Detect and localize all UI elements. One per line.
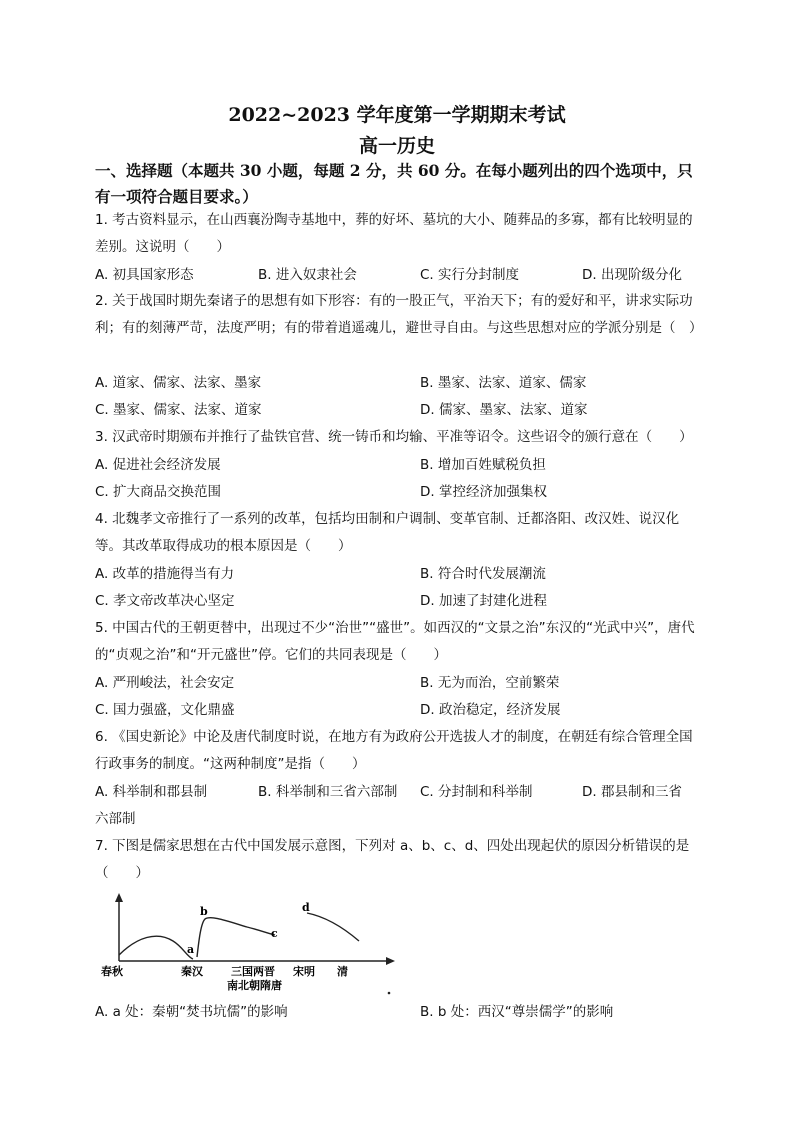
q6-option-c: C. 分封制和科举制 — [420, 784, 533, 800]
x-axis-arrow-icon — [386, 957, 395, 965]
point-label-b: b — [200, 905, 208, 918]
question-5-stem: 5. 中国古代的王朝更替中，出现过不少“治世”“盛世”。如西汉的“文景之治”东汉的“光武中兴”，唐代的“贞观之治”和“开元盛世”停。它们的共同表现是（ ） — [95, 620, 695, 663]
question-7-stem: 7. 下图是儒家思想在古代中国发展示意图，下列对 a、b、c、d、四处出现起伏的原因分析错误的是（ ） — [95, 838, 690, 881]
q1-option-c: C. 实行分封制度 — [420, 267, 520, 283]
q4-option-c: C. 孝文帝改革决心坚定 — [95, 593, 235, 609]
axis-label-qing: 清 — [337, 965, 348, 978]
q3-option-b: B. 增加百姓赋税负担 — [420, 457, 546, 473]
q3-option-c: C. 扩大商品交换范围 — [95, 484, 222, 500]
axis-label-qinhan: 秦汉 — [181, 965, 203, 978]
confucianism-figure — [97, 893, 397, 999]
q7-option-b: B. b 处：西汉“尊崇儒学”的影响 — [420, 1004, 614, 1020]
q5-option-d: D. 政治稳定，经济发展 — [420, 702, 561, 718]
q3-option-a: A. 促进社会经济发展 — [95, 457, 221, 473]
q6-option-b: B. 科举制和三省六部制 — [258, 784, 398, 800]
axis-label-chunqiu: 春秋 — [101, 965, 123, 978]
exam-title: 2022~2023 学年度第一学期期末考试 — [228, 104, 566, 126]
q2-option-a: A. 道家、儒家、法家、墨家 — [95, 375, 262, 391]
q4-option-a: A. 改革的措施得当有力 — [95, 566, 235, 582]
curve-segment-1 — [119, 936, 193, 959]
axis-sublabel-nanbei: 南北朝隋唐 — [227, 979, 282, 992]
q6-option-a: A. 科举制和郡县制 — [95, 784, 208, 800]
q2-option-c: C. 墨家、儒家、法家、道家 — [95, 402, 262, 418]
axis-label-songming: 宋明 — [293, 965, 315, 978]
q2-option-b: B. 墨家、法家、道家、儒家 — [420, 375, 587, 391]
q5-option-c: C. 国力强盛，文化鼎盛 — [95, 702, 235, 718]
question-3-stem: 3. 汉武帝时期颁布并推行了盐铁官营、统一铸币和均输、平准等诏令。这些诏令的颁行意在（ ） — [95, 429, 693, 445]
q6-option-d: D. 郡县制和三省 — [582, 784, 682, 800]
figure-dot — [388, 992, 391, 995]
q4-option-b: B. 符合时代发展潮流 — [420, 566, 546, 582]
q7-option-a: A. a 处：秦朝“焚书坑儒”的影响 — [95, 1004, 288, 1020]
q3-option-d: D. 掌控经济加强集权 — [420, 484, 547, 500]
q5-option-a: A. 严刑峻法，社会安定 — [95, 675, 235, 691]
question-6-stem: 6. 《国史新论》中论及唐代制度时说，在地方有为政府公开选拔人才的制度，在朝廷有综合管理全国行政事务的制度。“这两种制度”是指（ ） — [95, 729, 693, 772]
axis-label-sanguo: 三国两晋 — [231, 965, 275, 978]
section-heading: 一、选择题（本题共 30 小题，每题 2 分，共 60 分。在每小题列出的四个选项中，只有一项符合题目要求。） — [95, 161, 693, 206]
point-label-a: a — [187, 943, 195, 956]
question-4-stem: 4. 北魏孝文帝推行了一系列的改革，包括均田制和户调制、变革官制、迁都洛阳、改汉姓、说汉化等。其改革取得成功的根本原因是（ ） — [95, 511, 680, 554]
curve-segment-2 — [197, 918, 275, 957]
q1-option-a: A. 初具国家形态 — [95, 267, 194, 283]
point-label-c: c — [271, 927, 278, 940]
question-1-stem: 1. 考古资料显示，在山西襄汾陶寺基地中，葬的好坏、墓坑的大小、随葬品的多寡，都有比较明显的差别。这说明（ ） — [95, 212, 693, 255]
q4-option-d: D. 加速了封建化进程 — [420, 593, 547, 609]
question-2-stem: 2. 关于战国时期先秦诸子的思想有如下形容：有的一股正气，平治天下；有的爱好和平，讲求实际功利；有的刻薄严苛，法度严明；有的带着逍遥魂儿，避世寻自由。与这些思想对应的学派分别是（ ） — [95, 293, 703, 336]
q2-option-d: D. 儒家、墨家、法家、道家 — [420, 402, 588, 418]
q1-option-b: B. 进入奴隶社会 — [258, 267, 357, 283]
curve-segment-3 — [307, 913, 359, 941]
point-label-d: d — [302, 901, 310, 914]
y-axis-arrow-icon — [115, 893, 123, 902]
q1-option-d: D. 出现阶级分化 — [582, 267, 682, 283]
exam-subject: 高一历史 — [358, 135, 435, 157]
q6-option-d-cont: 六部制 — [95, 811, 136, 827]
q5-option-b: B. 无为而治，空前繁荣 — [420, 675, 560, 691]
